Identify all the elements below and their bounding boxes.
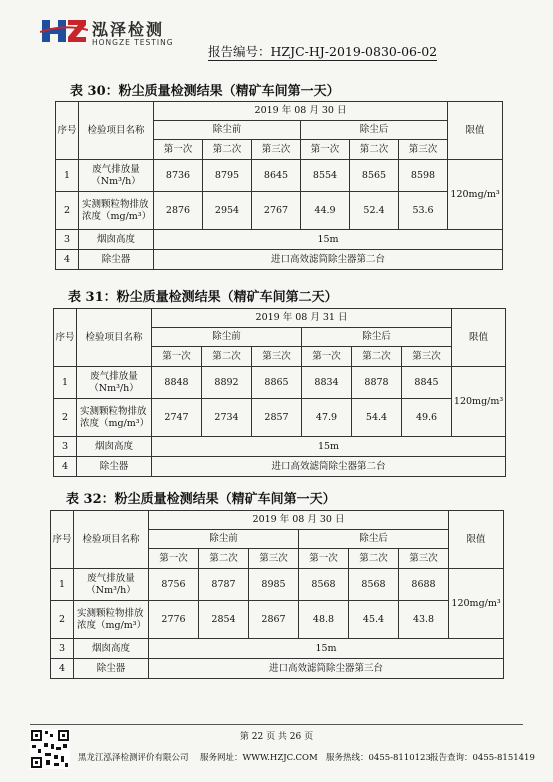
item-cell: 实测颗粒物排放浓度（mg/m³） xyxy=(79,192,154,230)
merged-value-cell: 15m xyxy=(154,230,503,250)
value-cell: 49.6 xyxy=(402,399,452,437)
data-table xyxy=(50,510,504,679)
seq-header: 序号 xyxy=(54,309,77,367)
qr-code-icon xyxy=(30,729,70,769)
value-cell: 2867 xyxy=(249,601,299,639)
merged-value-cell: 15m xyxy=(149,639,504,659)
item-cell: 废气排放量（Nm³/h） xyxy=(79,160,154,192)
limit-header: 限值 xyxy=(452,309,506,367)
limit-header: 限值 xyxy=(449,511,504,569)
after-header: 除尘后 xyxy=(299,530,449,549)
item-cell: 除尘器 xyxy=(79,250,154,270)
item-cell: 烟囱高度 xyxy=(74,639,149,659)
after-header: 除尘后 xyxy=(302,328,452,347)
run-header: 第二次 xyxy=(349,549,399,569)
run-header: 第三次 xyxy=(252,347,302,367)
value-cell: 53.6 xyxy=(399,192,448,230)
run-header: 第一次 xyxy=(152,347,202,367)
item-header: 检验项目名称 xyxy=(74,511,149,569)
value-cell: 8834 xyxy=(302,367,352,399)
page-number: 第 22 页 共 26 页 xyxy=(239,732,314,742)
data-table xyxy=(55,101,503,270)
report-number: 报告编号：HZJC-HJ-2019-0830-06-02 xyxy=(208,44,438,59)
value-cell: 48.8 xyxy=(299,601,349,639)
company-logo xyxy=(40,14,180,54)
value-cell: 2734 xyxy=(202,399,252,437)
before-header: 除尘前 xyxy=(154,121,301,140)
company-name: 黑龙江泓泽检测评价有限公司 xyxy=(78,753,189,763)
run-header: 第三次 xyxy=(399,549,449,569)
seq-cell: 1 xyxy=(51,569,74,601)
item-cell: 实测颗粒物排放浓度（mg/m³） xyxy=(74,601,149,639)
seq-cell: 3 xyxy=(54,437,77,457)
run-header: 第二次 xyxy=(203,140,252,160)
logo-english-text: HONGZE TESTING xyxy=(92,38,174,47)
after-header: 除尘后 xyxy=(301,121,448,140)
table-title: 表 31：粉尘质量检测结果（精矿车间第二天） xyxy=(68,290,338,305)
value-cell: 8568 xyxy=(299,569,349,601)
item-cell: 烟囱高度 xyxy=(77,437,152,457)
value-cell: 8756 xyxy=(149,569,199,601)
value-cell: 8845 xyxy=(402,367,452,399)
seq-cell: 4 xyxy=(51,659,74,679)
run-header: 第一次 xyxy=(149,549,199,569)
service-hotline: 服务热线：0455-8110123 xyxy=(326,753,431,763)
report-inquiry: 报告查询：0455-8151419 xyxy=(430,753,535,763)
table-title: 表 30：粉尘质量检测结果（精矿车间第一天） xyxy=(70,84,340,99)
value-cell: 8787 xyxy=(199,569,249,601)
hz-logo-icon xyxy=(40,16,88,46)
value-cell: 43.8 xyxy=(399,601,449,639)
value-cell: 44.9 xyxy=(301,192,350,230)
run-header: 第二次 xyxy=(352,347,402,367)
merged-value-cell: 进口高效滤筒除尘器第二台 xyxy=(152,457,506,477)
value-cell: 8985 xyxy=(249,569,299,601)
seq-cell: 1 xyxy=(54,367,77,399)
value-cell: 8865 xyxy=(252,367,302,399)
limit-cell: 120mg/m³ xyxy=(452,367,506,437)
value-cell: 2876 xyxy=(154,192,203,230)
item-cell: 实测颗粒物排放浓度（mg/m³） xyxy=(77,399,152,437)
limit-header: 限值 xyxy=(448,102,503,160)
item-cell: 废气排放量（Nm³/h） xyxy=(74,569,149,601)
run-header: 第一次 xyxy=(299,549,349,569)
seq-cell: 2 xyxy=(56,192,79,230)
date-header: 2019 年 08 月 30 日 xyxy=(154,102,448,121)
table-title: 表 32：粉尘质量检测结果（精矿车间第一天） xyxy=(66,492,336,507)
run-header: 第二次 xyxy=(350,140,399,160)
seq-cell: 3 xyxy=(56,230,79,250)
value-cell: 2857 xyxy=(252,399,302,437)
value-cell: 8598 xyxy=(399,160,448,192)
value-cell: 8892 xyxy=(202,367,252,399)
footer-divider xyxy=(30,724,523,725)
item-header: 检验项目名称 xyxy=(79,102,154,160)
run-header: 第一次 xyxy=(154,140,203,160)
before-header: 除尘前 xyxy=(149,530,299,549)
item-header: 检验项目名称 xyxy=(77,309,152,367)
date-header: 2019 年 08 月 30 日 xyxy=(149,511,449,530)
value-cell: 2767 xyxy=(252,192,301,230)
merged-value-cell: 进口高效滤筒除尘器第二台 xyxy=(154,250,503,270)
seq-header: 序号 xyxy=(56,102,79,160)
value-cell: 8554 xyxy=(301,160,350,192)
seq-cell: 1 xyxy=(56,160,79,192)
run-header: 第三次 xyxy=(399,140,448,160)
seq-cell: 3 xyxy=(51,639,74,659)
data-table xyxy=(53,308,506,477)
run-header: 第三次 xyxy=(249,549,299,569)
value-cell: 47.9 xyxy=(302,399,352,437)
run-header: 第一次 xyxy=(301,140,350,160)
value-cell: 45.4 xyxy=(349,601,399,639)
logo-chinese-text: 泓泽检测 xyxy=(92,20,165,39)
value-cell: 2776 xyxy=(149,601,199,639)
service-website: 服务网址：WWW.HZJC.COM xyxy=(200,753,318,763)
value-cell: 2854 xyxy=(199,601,249,639)
value-cell: 8645 xyxy=(252,160,301,192)
value-cell: 8565 xyxy=(350,160,399,192)
merged-value-cell: 15m xyxy=(152,437,506,457)
value-cell: 8795 xyxy=(203,160,252,192)
run-header: 第二次 xyxy=(199,549,249,569)
limit-cell: 120mg/m³ xyxy=(449,569,504,639)
limit-cell: 120mg/m³ xyxy=(448,160,503,230)
date-header: 2019 年 08 月 31 日 xyxy=(152,309,452,328)
merged-value-cell: 进口高效滤筒除尘器第三台 xyxy=(149,659,504,679)
run-header: 第三次 xyxy=(402,347,452,367)
item-cell: 废气排放量（Nm³/h） xyxy=(77,367,152,399)
value-cell: 8878 xyxy=(352,367,402,399)
value-cell: 8688 xyxy=(399,569,449,601)
item-cell: 烟囱高度 xyxy=(79,230,154,250)
seq-header: 序号 xyxy=(51,511,74,569)
seq-cell: 4 xyxy=(56,250,79,270)
seq-cell: 2 xyxy=(54,399,77,437)
value-cell: 2747 xyxy=(152,399,202,437)
value-cell: 52.4 xyxy=(350,192,399,230)
value-cell: 8736 xyxy=(154,160,203,192)
item-cell: 除尘器 xyxy=(77,457,152,477)
item-cell: 除尘器 xyxy=(74,659,149,679)
run-header: 第三次 xyxy=(252,140,301,160)
before-header: 除尘前 xyxy=(152,328,302,347)
value-cell: 8568 xyxy=(349,569,399,601)
value-cell: 2954 xyxy=(203,192,252,230)
value-cell: 8848 xyxy=(152,367,202,399)
seq-cell: 4 xyxy=(54,457,77,477)
value-cell: 54.4 xyxy=(352,399,402,437)
run-header: 第二次 xyxy=(202,347,252,367)
run-header: 第一次 xyxy=(302,347,352,367)
seq-cell: 2 xyxy=(51,601,74,639)
